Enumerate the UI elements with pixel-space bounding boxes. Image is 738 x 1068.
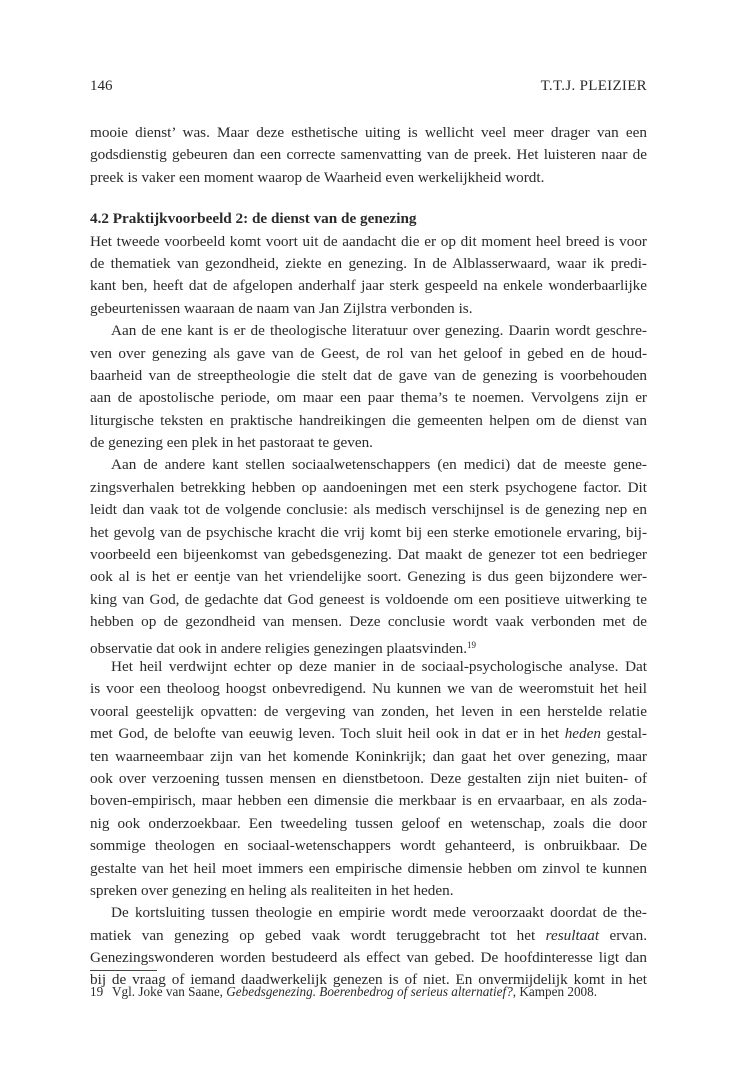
- text-line: Het tweede voorbeeld komt voort uit de aandacht die er op dit moment heel breed is voor: [90, 232, 647, 250]
- footnote-marker[interactable]: 19: [467, 639, 477, 650]
- text-line: liturgische teksten en praktische handreikingen die gemeenten helpen om de dienst van: [90, 411, 647, 429]
- section-heading: 4.2 Praktijkvoorbeeld 2: de dienst van de genezing: [90, 210, 417, 228]
- text-line: Het heil verdwijnt echter op deze manier in de sociaal-psychologische analyse. Dat: [111, 657, 647, 675]
- text-fragment: matiek van genezing op gebed vaak wordt teruggebracht tot het: [90, 926, 536, 944]
- intro-paragraph: [90, 122, 647, 189]
- footnote-separator: [90, 970, 157, 971]
- text-line: ook al is het er eentje van het vriendelijke soort. Genezing is dus geen bijzondere wer-: [90, 568, 647, 586]
- text-line: het gevolg van de psychische kracht die vrij komt bij een sterke emotionele ervaring, bij-: [90, 523, 647, 541]
- footnote: [90, 983, 647, 1001]
- text-fragment: observatie dat ook in andere religies genezingen plaatsvinden.: [90, 639, 468, 657]
- emphasis-heden: heden: [564, 725, 601, 743]
- main-text: [90, 122, 647, 992]
- footnote-text: Vgl. Joke van Saane,: [112, 984, 223, 999]
- text-line: leidt dan vaak tot de volgende conclusie: als medisch verschijnsel is de genezing nep en: [90, 501, 647, 519]
- text-line: [90, 634, 647, 656]
- text-line: bij de vraag of iemand daadwerkelijk genezen is of niet. En onvermijdelijk komt in het: [90, 971, 647, 989]
- text-line: aan de apostolische periode, om maar een paar thema’s te noemen. Vervolgens zijn er: [90, 389, 647, 407]
- text-line: mooie dienst’ was. Maar deze esthetische uiting is wellicht veel meer drager van een: [90, 124, 647, 141]
- paragraph-5: [90, 902, 647, 992]
- text-line: de thematiek van gezondheid, ziekte en genezing. In de Alblasserwaard, waar ik predi-: [90, 254, 647, 272]
- text-line: preek is vaker een moment waarop de Waarheid even werkelijkheid wordt.: [90, 168, 545, 186]
- text-line: ven over genezing als gave van de Geest, de rol van het geloof in gebed en de houd-: [90, 344, 647, 362]
- text-line: nig ook onderzoekbaar. Een tweedeling tussen geloof en wetenschap, zoals die door: [90, 814, 647, 832]
- text-line: sommige theologen en sociaal-wetenschappers wordt gehanteerd, is onbruikbaar. De: [90, 837, 647, 855]
- text-line: ten waarneembaar zijn van het komende Koninkrijk; dan gaat het over genezing, maar: [90, 747, 647, 765]
- text-line: gestalte van het heil moet immers een empirische dimensie hebben om zinvol te kunnen: [90, 859, 647, 877]
- paragraph-3: [90, 454, 647, 656]
- text-line: ook over verzoening tussen mensen en dienstbetoon. Deze gestalten zijn niet buiten- of: [90, 769, 647, 787]
- text-fragment: ervan.: [609, 926, 648, 944]
- text-fragment: gestal-: [600, 725, 647, 743]
- running-author: T.T.J. PLEIZIER: [540, 78, 647, 94]
- text-line: kant ben, heeft dat de afgelopen anderhalf jaar sterk gespeeld na enkele wonderbaarlijke: [90, 277, 647, 295]
- text-line: gebeurtenissen waaraan de naam van Jan Zijlstra verbonden is.: [90, 299, 473, 317]
- text-line: hebben op de gezondheid van mensen. Deze conclusie wordt vaak verbonden met de: [90, 613, 647, 631]
- page-number: 146: [90, 78, 113, 94]
- text-line: Aan de andere kant stellen sociaalwetenschappers (en medici) dat de meeste gene-: [111, 456, 647, 474]
- text-line: spreken over genezing en heling als realiteiten in het heden.: [90, 881, 454, 899]
- footnote-number: 19: [90, 984, 104, 999]
- footnote-text: , Kampen 2008.: [512, 984, 598, 999]
- text-line: voorbeeld een bijeenkomst van gebedsgenezing. Dat maakt de genezer tot een bedrieger: [90, 546, 647, 564]
- text-line: Genezingswonderen worden bestudeerd als effect van gebed. De hoofdinteresse ligt dan: [90, 949, 647, 967]
- emphasis-resultaat: resultaat: [545, 926, 600, 944]
- text-line: de genezing een plek in het pastoraat te geven.: [90, 434, 373, 452]
- text-line: king van God, de gedachte dat God geneest is voldoende om een positieve uitwerking te: [90, 590, 647, 608]
- text-line: [90, 723, 647, 745]
- text-line: [90, 925, 647, 947]
- text-line: is voor een theoloog hoogst onbevredigend. Nu kunnen we van de weeromstuit het heil: [90, 680, 647, 698]
- text-line: zingsverhalen betrekking hebben op aandoeningen met een sterk psychogene factor. Dit: [90, 478, 647, 496]
- paragraph-1: [90, 231, 647, 321]
- text-line: vooral geestelijk opvatten: de vergeving van zonden, het leven in een herstelde relatie: [90, 702, 647, 720]
- paragraph-4: [90, 656, 647, 902]
- text-fragment: met God, de belofte van eeuwig leven. Toch sluit heil ook in dat er in het: [90, 725, 565, 743]
- text-line: baarheid van de streeptheologie die stelt dat de gave van de genezing is voorbehouden: [90, 366, 647, 384]
- text-line: Aan de ene kant is er de theologische literatuur over genezing. Daarin wordt geschre-: [111, 322, 647, 340]
- text-line: boven-empirisch, maar hebben een dimensie die merkbaar is en ervaarbaar, en als zoda-: [90, 792, 647, 810]
- footnote-title: Gebedsgenezing. Boerenbedrog of serieus alternatief?: [226, 984, 513, 999]
- paragraph-2: [90, 320, 647, 454]
- running-header: [90, 78, 647, 100]
- text-line: De kortsluiting tussen theologie en empirie wordt mede veroorzaakt doordat de the-: [111, 904, 647, 922]
- text-line: godsdienstig gebeuren dan een correcte samenvatting van de preek. Het luisteren naar de: [90, 146, 647, 164]
